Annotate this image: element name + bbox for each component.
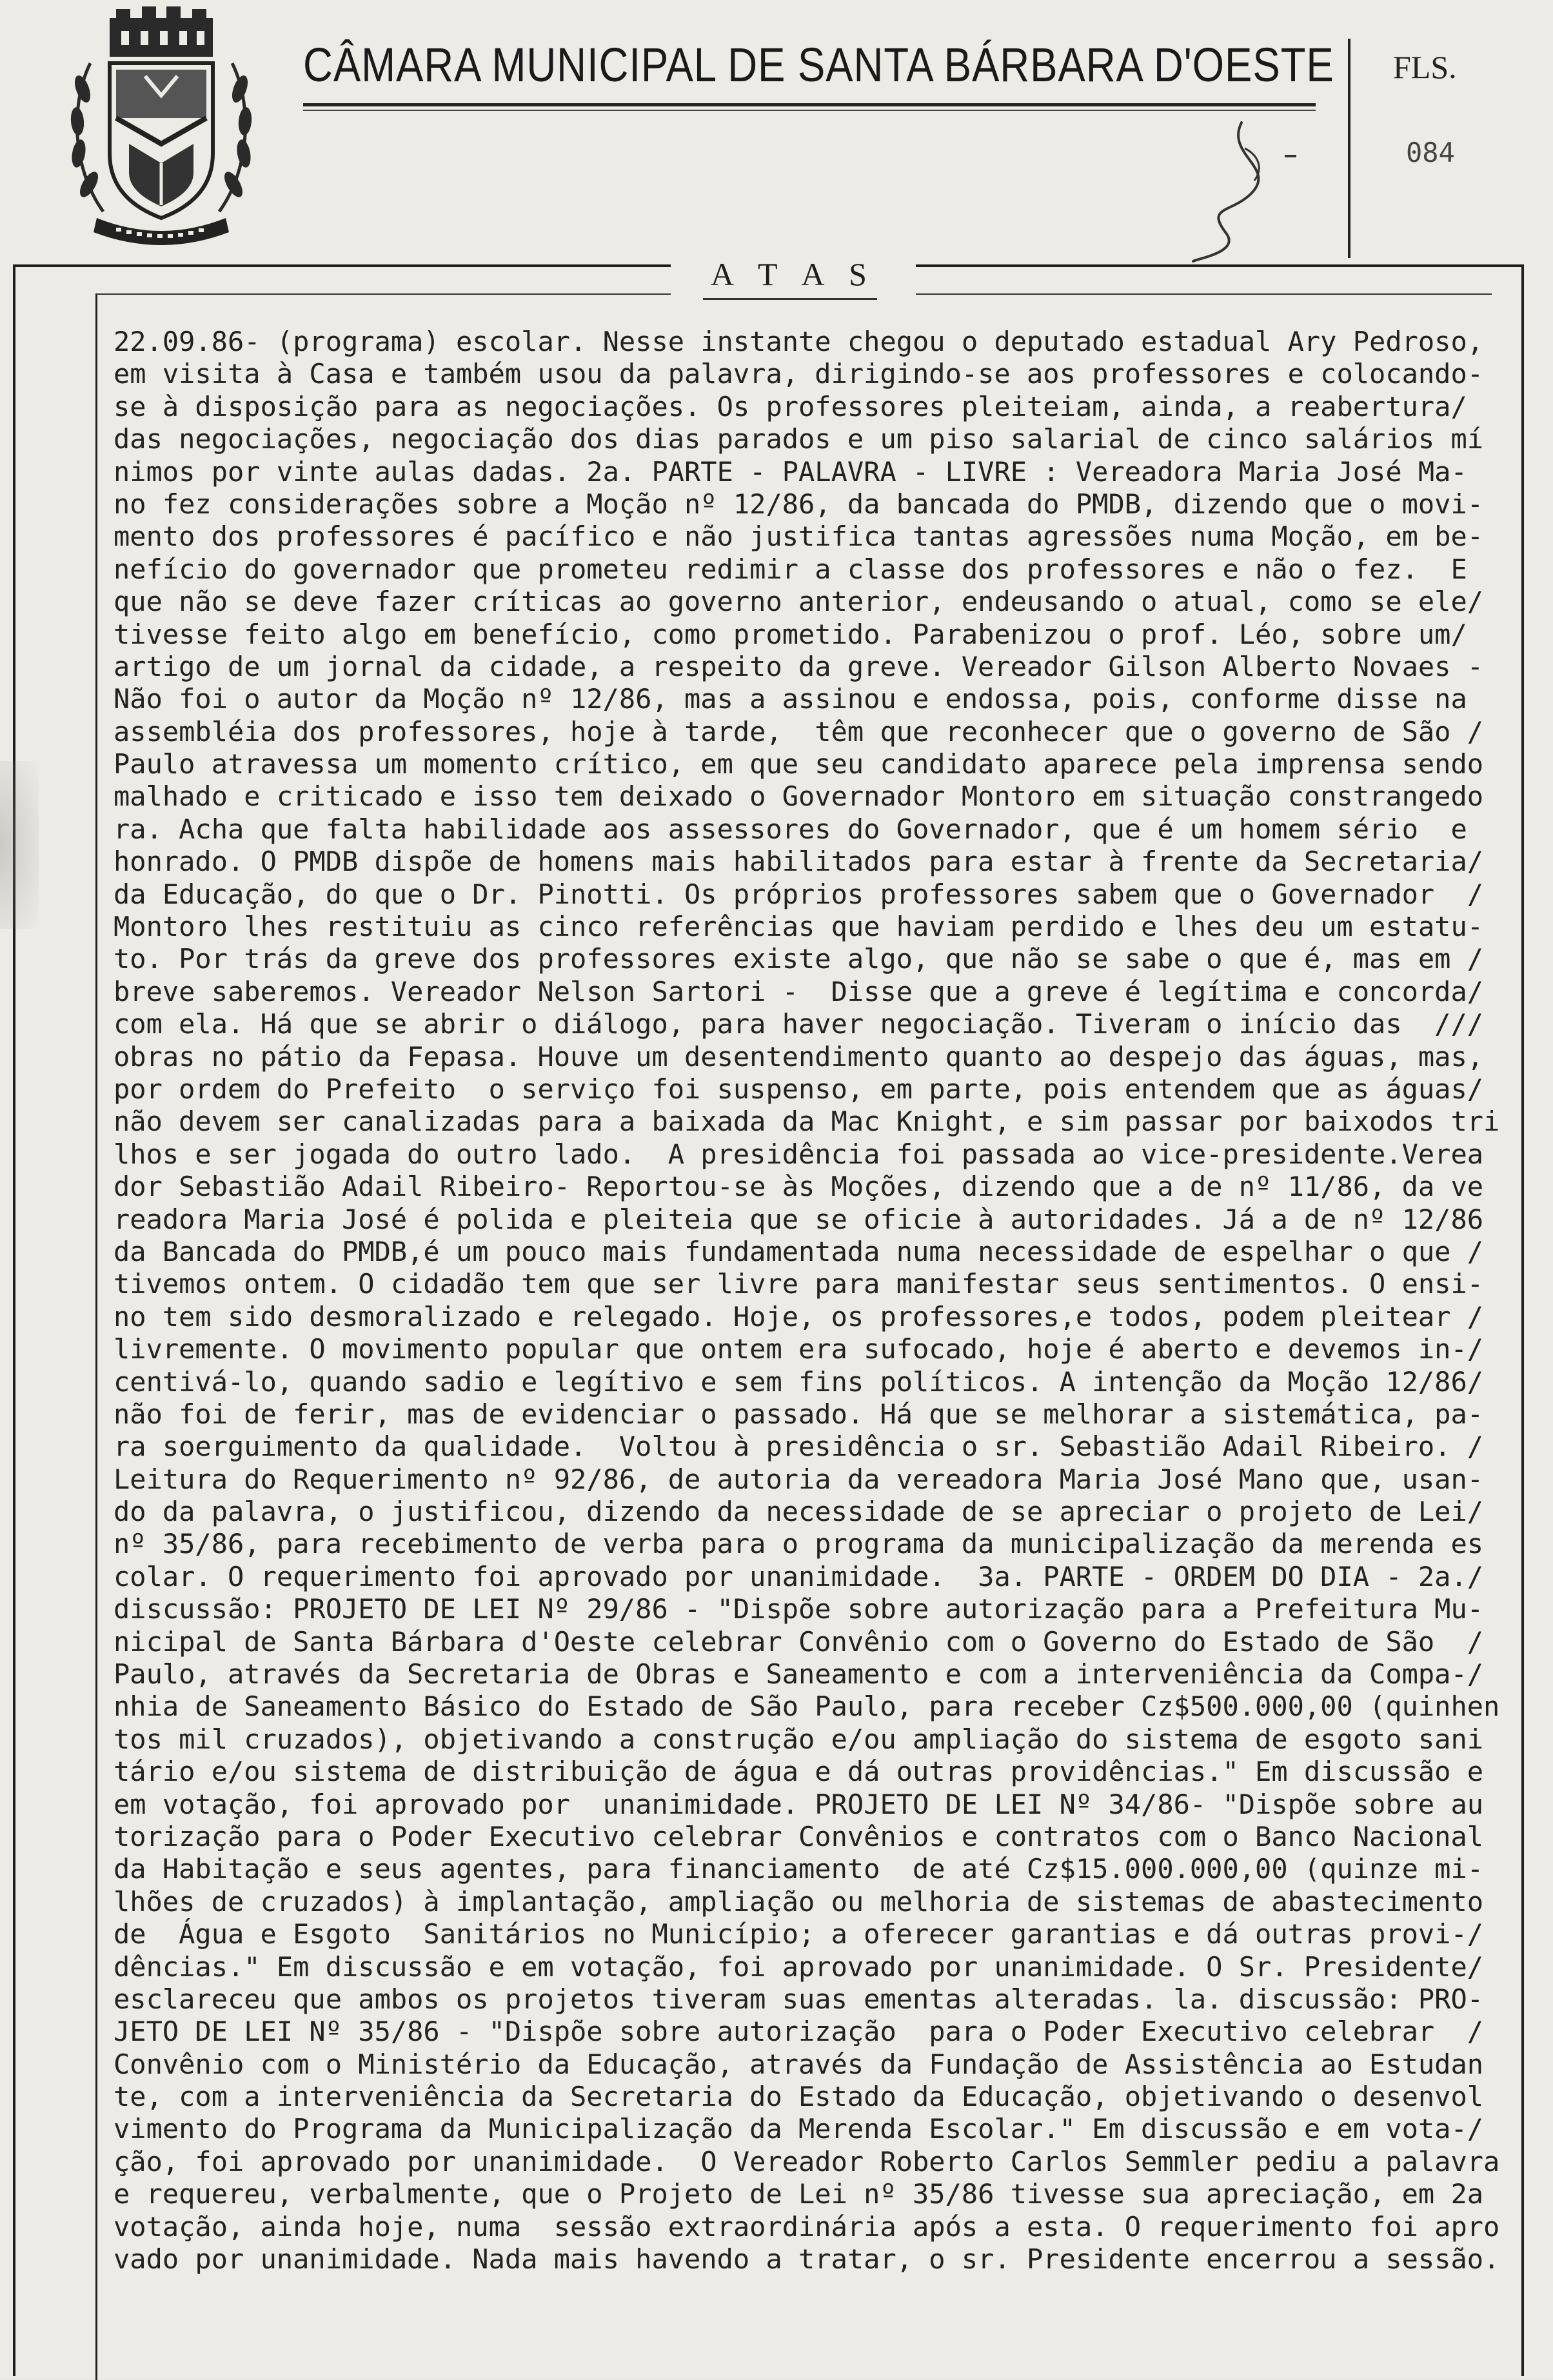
text-line: colar. O requerimento foi aprovado por unanimidade. 3a. PARTE - ORDEM DO DIA - 2a./: [114, 1560, 1484, 1592]
text-line: Não foi o autor da Moção nº 12/86, mas a assinou e endossa, pois, conforme disse na: [114, 683, 1467, 715]
text-line: obras no pátio da Fepasa. Houve um desentendimento quanto ao despejo das águas, mas,: [114, 1040, 1484, 1073]
folio-number: 084: [1406, 137, 1455, 168]
text-line: e requereu, verbalmente, que o Projeto de Lei nº 35/86 tivesse sua apreciação, em 2a: [114, 2178, 1484, 2210]
text-line: da Educação, do que o Dr. Pinotti. Os próprios professores sabem que o Governador /: [114, 878, 1484, 910]
text-line: breve saberemos. Vereador Nelson Sartori - Disse que a greve é legítima e concorda/: [114, 975, 1484, 1007]
text-line: do da palavra, o justificou, dizendo da necessidade de se apreciar o projeto de Lei/: [114, 1496, 1484, 1528]
text-line: to. Por trás da greve dos professores existe algo, que não se sabe o que é, mas em /: [114, 943, 1484, 975]
text-line: honrado. O PMDB dispõe de homens mais habilitados para estar à frente da Secretaria/: [114, 846, 1484, 878]
text-line: livremente. O movimento popular que ontem era sufocado, hoje é aberto e devemos in-/: [114, 1333, 1484, 1365]
text-line: esclareceu que ambos os projetos tiveram suas ementas alteradas. la. discussão: PRO-: [114, 1983, 1484, 2015]
text-line: dências." Em discussão e em votação, foi aprovado por unanimidade. O Sr. Presidente/: [114, 1950, 1484, 1983]
text-line: Paulo atravessa um momento crítico, em que seu candidato aparece pela imprensa sendo: [114, 748, 1484, 780]
text-line: vado por unanimidade. Nada mais havendo a tratar, o sr. Presidente encerrou a sessão.: [114, 2243, 1500, 2276]
text-line: torização para o Poder Executivo celebrar Convênios e contratos com o Banco Nacional: [114, 1820, 1484, 1852]
section-title: A T A S: [671, 248, 916, 300]
municipal-crest-icon: [64, 5, 258, 250]
text-line: Leitura do Requerimento nº 92/86, de autoria da vereadora Maria José Mano que, usan-: [114, 1463, 1484, 1495]
text-line: em votação, foi aprovado por unanimidade. PROJETO DE LEI Nº 34/86- "Dispõe sobre au: [114, 1788, 1484, 1820]
text-line: nhia de Saneamento Básico do Estado de São Paulo, para receber Cz$500.000,00 (quinhen: [114, 1691, 1500, 1723]
text-line: vimento do Programa da Municipalização da Merenda Escolar." Em discussão e em vota-/: [114, 2113, 1484, 2145]
title-rule: [303, 103, 1316, 106]
text-line: mento dos professores é pacífico e não justifica tantas agressões numa Moção, em be-: [114, 521, 1484, 553]
text-line: discussão: PROJETO DE LEI Nº 29/86 - "Dispõe sobre autorização para a Prefeitura Mu-: [114, 1593, 1484, 1625]
text-line: em visita à Casa e também usou da palavra, dirigindo-se aos professores e colocando-: [114, 358, 1484, 390]
text-line: ra soerguimento da qualidade. Voltou à presidência o sr. Sebastião Adail Ribeiro. /: [114, 1431, 1484, 1463]
text-line: ção, foi aprovado por unanimidade. O Vereador Roberto Carlos Semmler pediu a palavra: [114, 2145, 1500, 2177]
page-smudge: [0, 761, 39, 929]
minutes-text: [114, 326, 1500, 2276]
text-line: JETO DE LEI Nº 35/86 - "Dispõe sobre autorização para o Poder Executivo celebrar /: [114, 2016, 1484, 2048]
text-line: por ordem do Prefeito o serviço foi suspenso, em parte, pois entendem que as águas/: [114, 1073, 1484, 1105]
text-line: lhões de cruzados) à implantação, ampliação ou melhoria de sistemas de abastecimento: [114, 1885, 1484, 1918]
text-line: com ela. Há que se abrir o diálogo, para haver negociação. Tiveram o início das ///: [114, 1008, 1484, 1040]
section-title-underline: [703, 298, 877, 300]
signature-mark: [1180, 110, 1309, 264]
institution-title: CÂMARA MUNICIPAL DE SANTA BÁRBARA D'OESTE: [303, 38, 1334, 92]
signature-dash: [1285, 155, 1296, 157]
text-line: de Água e Esgoto Sanitários no Município; a oferecer garantias e dá outras provi-/: [114, 1918, 1484, 1950]
text-line: que não se deve fazer críticas ao governo anterior, endeusando o atual, como se ele/: [114, 586, 1484, 618]
text-line: Paulo, através da Secretaria de Obras e Saneamento e com a interveniência da Compa-/: [114, 1658, 1484, 1691]
text-line: da Habitação e seus agentes, para financiamento de até Cz$15.000.000,00 (quinze mi-: [114, 1853, 1484, 1885]
text-line: nefício do governador que prometeu redimir a classe dos professores e não o fez. E: [114, 553, 1467, 585]
text-line: lhos e ser jogada do outro lado. A presidência foi passada ao vice-presidente.Verea: [114, 1138, 1484, 1170]
text-line: artigo de um jornal da cidade, a respeito da greve. Vereador Gilson Alberto Novaes -: [114, 650, 1484, 682]
text-line: tivemos ontem. O cidadão tem que ser livre para manifestar seus sentimentos. O ensi-: [114, 1268, 1484, 1300]
text-line: nicipal de Santa Bárbara d'Oeste celebrar Convênio com o Governo do Estado de São /: [114, 1625, 1484, 1658]
folio-label: FLS.: [1393, 49, 1457, 85]
text-line: votação, ainda hoje, numa sessão extraordinária após a esta. O requerimento foi apro: [114, 2210, 1500, 2243]
text-line: no fez considerações sobre a Moção nº 12/86, da bancada do PMDB, dizendo que o movi-: [114, 488, 1484, 520]
text-line: no tem sido desmoralizado e relegado. Hoje, os professores,e todos, podem pleitear /: [114, 1300, 1484, 1333]
text-line: tário e/ou sistema de distribuição de água e dá outras providências." Em discussão e: [114, 1756, 1484, 1788]
text-line: centivá-lo, quando sadio e legítivo e sem fins políticos. A intenção da Moção 12/86/: [114, 1365, 1484, 1398]
text-line: da Bancada do PMDB,é um pouco mais fundamentada numa necessidade de espelhar o que /: [114, 1235, 1484, 1267]
text-line: Montoro lhes restituiu as cinco referências que haviam perdido e lhes deu um estatu-: [114, 911, 1484, 943]
text-line: se à disposição para as negociações. Os professores pleiteiam, ainda, a reabertura/: [114, 390, 1467, 422]
text-line: tivesse feito algo em benefício, como prometido. Parabenizou o prof. Léo, sobre um/: [114, 618, 1467, 650]
text-line: nº 35/86, para recebimento de verba para o programa da municipalização da merenda es: [114, 1528, 1484, 1560]
text-line: assembléia dos professores, hoje à tarde, têm que reconhecer que o governo de São /: [114, 715, 1484, 748]
text-line: readora Maria José é polida e pleiteia que se oficie à autoridades. Já a de nº 12/86: [114, 1203, 1484, 1235]
text-line: nimos por vinte aulas dadas. 2a. PARTE - PALAVRA - LIVRE : Vereadora Maria José Ma-: [114, 455, 1467, 488]
text-line: tos mil cruzados), objetivando a construção e/ou ampliação do sistema de esgoto sani: [114, 1723, 1484, 1755]
text-line: malhado e criticado e isso tem deixado o Governador Montoro em situação constrangedo: [114, 780, 1484, 813]
text-line: Convênio com o Ministério da Educação, através da Fundação de Assistência ao Estudan: [114, 2048, 1484, 2080]
text-line: 22.09.86- (programa) escolar. Nesse instante chegou o deputado estadual Ary Pedroso,: [114, 326, 1484, 357]
text-line: dor Sebastião Adail Ribeiro- Reportou-se às Moções, dizendo que a de nº 11/86, da ve: [114, 1171, 1484, 1203]
text-line: das negociações, negociação dos dias parados e um piso salarial de cinco salários mí: [114, 423, 1484, 455]
folio-divider: [1348, 39, 1350, 258]
text-line: não devem ser canalizadas para a baixada da Mac Knight, e sim passar por baixodos tri: [114, 1106, 1500, 1138]
title-rule-thin: [303, 110, 1316, 111]
text-line: não foi de ferir, mas de evidenciar o passado. Há que se melhorar a sistemática, pa-: [114, 1398, 1484, 1430]
text-line: te, com a interveniência da Secretaria do Estado da Educação, objetivando o desenvol: [114, 2081, 1484, 2113]
text-line: ra. Acha que falta habilidade aos assessores do Governador, que é um homem sério e: [114, 813, 1467, 845]
